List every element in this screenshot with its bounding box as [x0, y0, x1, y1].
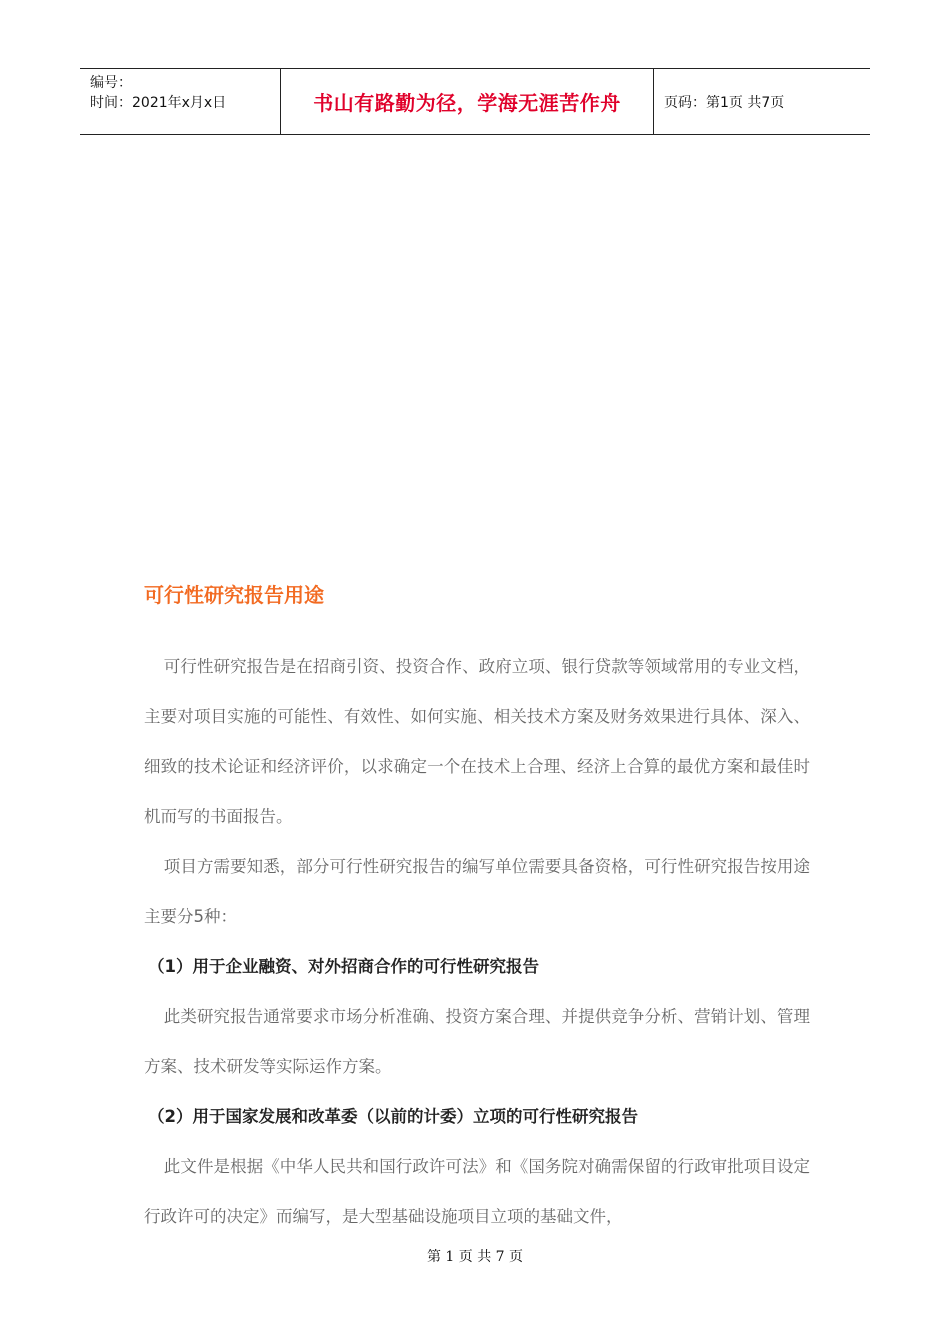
document-body [144, 570, 810, 1242]
page-header [80, 68, 870, 135]
page-footer: 第 1 页 共 7 页 [426, 1249, 524, 1265]
document-date-label: 时间：2021年x月x日 [90, 95, 227, 111]
section-title: 可行性研究报告用途 [144, 583, 324, 607]
header-meta [80, 69, 281, 134]
paragraph-types-intro: 项目方需要知悉，部分可行性研究报告的编写单位需要具备资格，可行性研究报告按用途主要分5种： [144, 857, 810, 926]
subheading-financing: （1）用于企业融资、对外招商合作的可行性研究报告 [148, 957, 539, 976]
header-page-number: 页码：第1页 共7页 [664, 94, 785, 111]
paragraph-financing: 此类研究报告通常要求市场分析准确、投资方案合理、并提供竞争分析、营销计划、管理方案、技术研发等实际运作方案。 [144, 1007, 810, 1076]
subheading-ndrc: （2）用于国家发展和改革委（以前的计委）立项的可行性研究报告 [148, 1107, 638, 1126]
header-motto-cell [281, 69, 654, 134]
header-motto: 书山有路勤为径，学海无涯苦作舟 [313, 91, 621, 115]
paragraph-ndrc: 此文件是根据《中华人民共和国行政许可法》和《国务院对确需保留的行政审批项目设定行政许可的决定》而编写，是大型基础设施项目立项的基础文件， [144, 1157, 810, 1226]
paragraph-intro: 可行性研究报告是在招商引资、投资合作、政府立项、银行贷款等领域常用的专业文档，主要对项目实施的可能性、有效性、如何实施、相关技术方案及财务效果进行具体、深入、细致的技术论证和经济评价，以求确定一个在技术上合理、经济上合算的最优方案和最佳时机而写的书面报告。 [144, 657, 810, 826]
document-number-label: 编号： [90, 75, 132, 91]
